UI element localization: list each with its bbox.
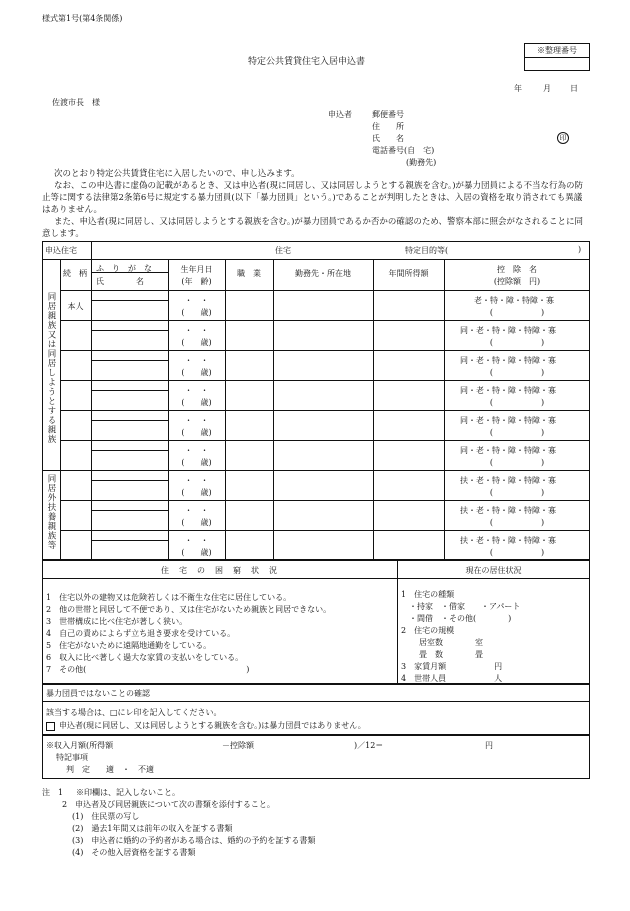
cohabiting-family-group-label: 同居親族又は同居しようとする親族 [46, 292, 56, 444]
dob-placeholder: ・ ・ [184, 296, 209, 305]
age-placeholder: ( 歳) [181, 458, 212, 467]
applicant-label: 申込者 [328, 110, 352, 119]
hardship-item: 7 その他( ) [46, 665, 250, 674]
deduction-options: 同・老・特・障・特障・寡 [460, 356, 556, 365]
gang-confirmation-text: 申込者(現に同居し、又は同居しようとする親族を含む。)は暴力団員ではありません。 [59, 721, 366, 730]
addressee: 佐渡市長 様 [52, 98, 100, 107]
note-sub-item: (3) 申込者に婚約の予約者がある場合は、婚約の予約を証する書類 [72, 836, 316, 845]
age-header: (年 齢) [181, 277, 212, 286]
dob-placeholder: ・ ・ [184, 536, 209, 545]
current-residence-line: 4 世帯人員 人 [401, 674, 503, 683]
deduction-amount-placeholder: ( ) [489, 368, 545, 377]
relation-header: 続 柄 [63, 269, 87, 278]
deduction-amount-placeholder: ( ) [489, 398, 545, 407]
dob-placeholder: ・ ・ [184, 446, 209, 455]
deduction-options: 扶・老・特・障・特障・寡 [460, 506, 556, 515]
purpose-label: 特定目的等( [405, 246, 449, 255]
page-title: 特定公共賃貸住宅入居申込書 [248, 57, 366, 67]
dob-placeholder: ・ ・ [184, 506, 209, 515]
date-year: 年 [514, 84, 522, 93]
hardship-item: 4 自己の責めによらず立ち退き要求を受けている。 [46, 629, 236, 638]
hardship-item: 1 住宅以外の建物又は危険若しくは不衛生な住宅に居住している。 [46, 593, 292, 602]
age-placeholder: ( 歳) [181, 398, 212, 407]
date-day: 日 [570, 84, 578, 93]
deduction-amount-placeholder: ( ) [489, 308, 545, 317]
purpose-close: ) [578, 245, 582, 254]
current-residence-line: 居室数 室 [419, 638, 483, 647]
income-header: 年間所得額 [388, 269, 429, 278]
housing-label: 申込住宅 [45, 246, 77, 255]
job-header: 職 業 [237, 269, 261, 278]
deduction-options: 扶・老・特・障・特障・寡 [460, 536, 556, 545]
hardship-header: 住 宅 の 困 窮 状 況 [161, 566, 278, 575]
date-month: 月 [543, 84, 551, 93]
registration-number-label: ※整理番号 [537, 46, 577, 55]
gang-confirmation-header: 暴力団員ではないことの確認 [46, 689, 150, 698]
intro-paragraph-1: 次のとおり特定公共賃貸住宅に入居したいので、申し込みます。 [54, 169, 300, 179]
deduction-options: 扶・老・特・障・特障・寡 [460, 476, 556, 485]
age-placeholder: ( 歳) [181, 338, 212, 347]
deduction-amount-header: (控除額 円) [493, 277, 541, 286]
postal-code-label: 郵便番号 [372, 110, 404, 119]
judgement-label: 判 定 適 ・ 不適 [66, 765, 154, 774]
work-header: 勤務先・所在地 [295, 269, 351, 278]
special-notes-label: 特記事項 [56, 753, 88, 762]
deduction-amount-placeholder: ( ) [489, 458, 545, 467]
deduction-amount-label: －控除額 [222, 741, 254, 750]
note-sub-item: (4) その他入居資格を証する書類 [72, 848, 196, 857]
note-2: 2 申込者及び同居親族について次の書類を添付すること。 [62, 800, 275, 809]
deduction-options: 同・老・特・障・特障・寡 [460, 416, 556, 425]
deduction-options: 老・特・障・特障・寡 [474, 296, 554, 305]
gang-confirmation-instruction: 該当する場合は、□にレ印を記入してください。 [46, 708, 222, 717]
age-placeholder: ( 歳) [181, 488, 212, 497]
deduction-amount-placeholder: ( ) [489, 428, 545, 437]
hardship-item: 2 他の世帯と同居して不便であり、又は住宅がないため親族と同居できない。 [46, 605, 332, 614]
age-placeholder: ( 歳) [181, 368, 212, 377]
address-label: 住 所 [372, 122, 404, 131]
hardship-item: 6 収入に比べ著しく過大な家賃の支払いをしている。 [46, 653, 244, 662]
gang-confirmation-statement [46, 720, 366, 731]
age-placeholder: ( 歳) [181, 518, 212, 527]
note-sub-item: (2) 過去1年間又は前年の収入を証する書類 [72, 824, 233, 833]
dob-placeholder: ・ ・ [184, 416, 209, 425]
seal-mark: 印 [557, 132, 569, 144]
deduction-options: 同・老・特・障・特障・寡 [460, 446, 556, 455]
deduction-amount-placeholder: ( ) [489, 488, 545, 497]
gang-confirmation-checkbox[interactable] [46, 722, 55, 731]
yen-label: 円 [485, 741, 493, 750]
dependent-family-group-label: 同居外扶養親族等 [46, 474, 56, 550]
housing-text: 住宅 [275, 246, 291, 255]
note-1: ※印欄は、記入しないこと。 [76, 788, 180, 797]
name-label: 氏 名 [372, 134, 404, 143]
intro-paragraph-2: なお、この申込書に虚偽の記載があるとき、又は申込者(現に同居し、又は同居しようとする親族を含む。)が暴力団員による不当な行為の防止等に関する法律第2条第6号に規定する暴力団員(以下「暴力団員」という。)であることが判明したときは、入居の資格を取り消されても異議はありません。 [42, 181, 584, 215]
current-residence-header: 現在の居住状況 [465, 566, 522, 575]
deduction-amount-placeholder: ( ) [489, 518, 545, 527]
current-residence-line: 1 住宅の種類 [401, 590, 455, 599]
dob-placeholder: ・ ・ [184, 326, 209, 335]
hardship-item: 5 住宅がないために遠隔地通勤をしている。 [46, 641, 212, 650]
deduction-amount-placeholder: ( ) [489, 548, 545, 557]
dob-placeholder: ・ ・ [184, 476, 209, 485]
phone-work-label: (勤務先) [406, 158, 437, 167]
dob-placeholder: ・ ・ [184, 386, 209, 395]
deduction-header: 控 除 名 [497, 265, 537, 274]
note-label: 注 1 [42, 788, 64, 797]
deduction-options: 同・老・特・障・特障・寡 [460, 386, 556, 395]
age-placeholder: ( 歳) [181, 428, 212, 437]
current-residence-line: ・間借 ・その他( ) [409, 614, 512, 623]
current-residence-line: ・持家 ・借家 ・アパート [409, 602, 521, 611]
furigana-header: ふ り が な [96, 264, 152, 273]
phone-home-label: 電話番号(自 宅) [372, 146, 435, 155]
name-header: 氏 名 [96, 277, 144, 286]
deduction-amount-placeholder: ( ) [489, 338, 545, 347]
age-placeholder: ( 歳) [181, 308, 212, 317]
form-label: 様式第1号(第4条関係) [42, 14, 123, 23]
current-residence-line: 2 住宅の規模 [401, 626, 455, 635]
intro-paragraph-3: また、申込者(現に同居し、又は同居しようとする親族を含む。)が暴力団員であるか否かの確認のため、警察本部に照会がなされることに同意します。 [42, 217, 584, 239]
dob-header: 生年月日 [180, 265, 213, 274]
hardship-item: 3 世帯構成に比べ住宅が著しく狭い。 [46, 617, 188, 626]
deduction-options: 同・老・特・障・特障・寡 [460, 326, 556, 335]
divide-by-twelve-label: )／12＝ [354, 741, 384, 750]
monthly-income-label: ※収入月額(所得額 [46, 741, 114, 750]
dob-placeholder: ・ ・ [184, 356, 209, 365]
relation-self: 本人 [67, 302, 84, 311]
current-residence-line: 3 家賃月額 円 [401, 662, 503, 671]
age-placeholder: ( 歳) [181, 548, 212, 557]
current-residence-line: 畳 数 畳 [419, 650, 483, 659]
registration-number-box [524, 43, 590, 71]
note-sub-item: (1) 住民票の写し [72, 812, 140, 821]
